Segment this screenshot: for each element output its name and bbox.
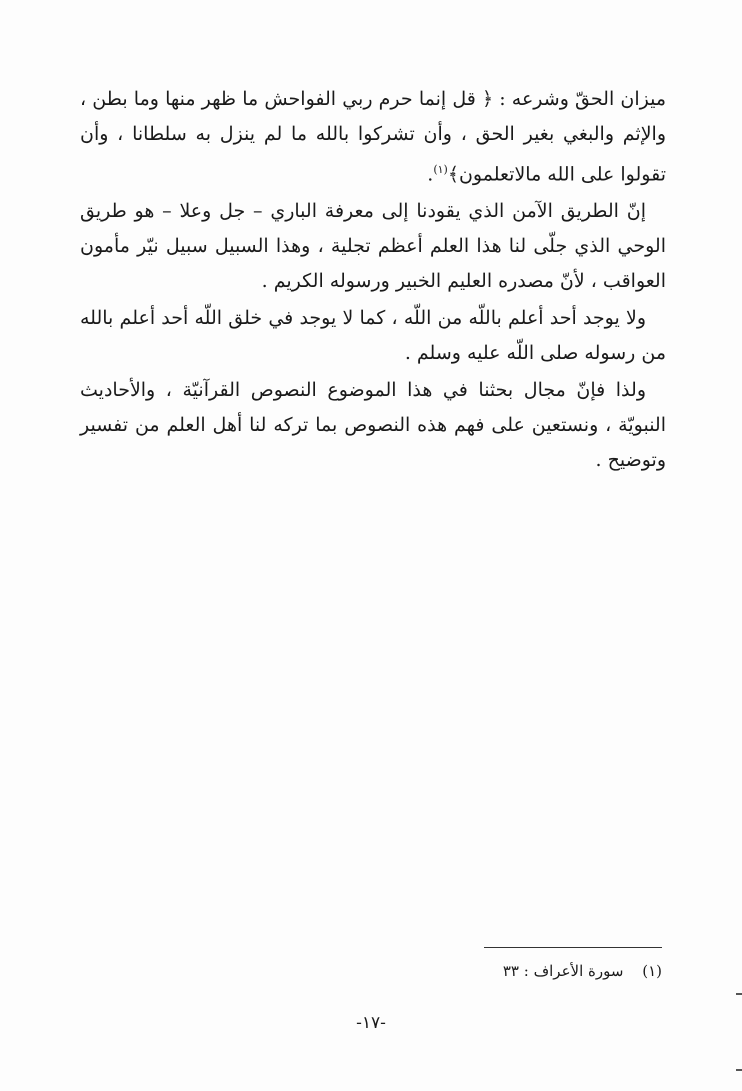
paragraph-4 — [80, 373, 666, 478]
paragraph-2 — [80, 194, 666, 299]
scan-edge-mark — [736, 1069, 742, 1071]
paragraph-3-text: ولا يوجد أحد أعلم باللّه من اللّه ، كما لا يوجد في خلق اللّه أحد أعلم بالله من رسوله صلى اللّه عليه وسلم . — [80, 307, 666, 365]
scan-edge-mark — [736, 993, 742, 995]
footnote-text: سورة الأعراف : ٣٣ — [502, 962, 624, 980]
main-text — [80, 82, 666, 478]
paragraph-4-text: ولذا فإنّ مجال بحثنا في هذا الموضوع النصوص القرآنيّة ، والأحاديث النبويّة ، ونستعين على فهم هذه النصوص بما تركه لنا أهل العلم من تفسير وتوضيح . — [80, 379, 666, 472]
footnote-reference-marker: (١) — [433, 163, 448, 176]
page-number: -١٧- — [356, 1013, 386, 1033]
paragraph-2-text: إنّ الطريق الآمن الذي يقودنا إلى معرفة الباري – جل وعلا – هو طريق الوحي الذي جلّى لنا هذا العلم أعظم تجلية ، وهذا السبيل سبيل نيّر مأمون العواقب ، لأنّ مصدره العليم الخبير ورسوله الكريم . — [80, 200, 666, 293]
paragraph-1 — [80, 82, 666, 192]
paragraph-3 — [80, 301, 666, 371]
paragraph-1-trailing: . — [427, 163, 434, 186]
footnote-number: (١) — [642, 962, 662, 980]
paragraph-1-text: ميزان الحقّ وشرعه : ﴿ قل إنما حرم ربي الفواحش ما ظهر منها وما بطن ، والإثم والبغي بغير الحق ، وأن تشركوا بالله ما لم ينزل به سلطانا ، وأن تقولوا على الله مالاتعلمون﴾ — [80, 88, 666, 186]
footnote — [440, 960, 662, 982]
footnote-divider — [484, 947, 662, 948]
